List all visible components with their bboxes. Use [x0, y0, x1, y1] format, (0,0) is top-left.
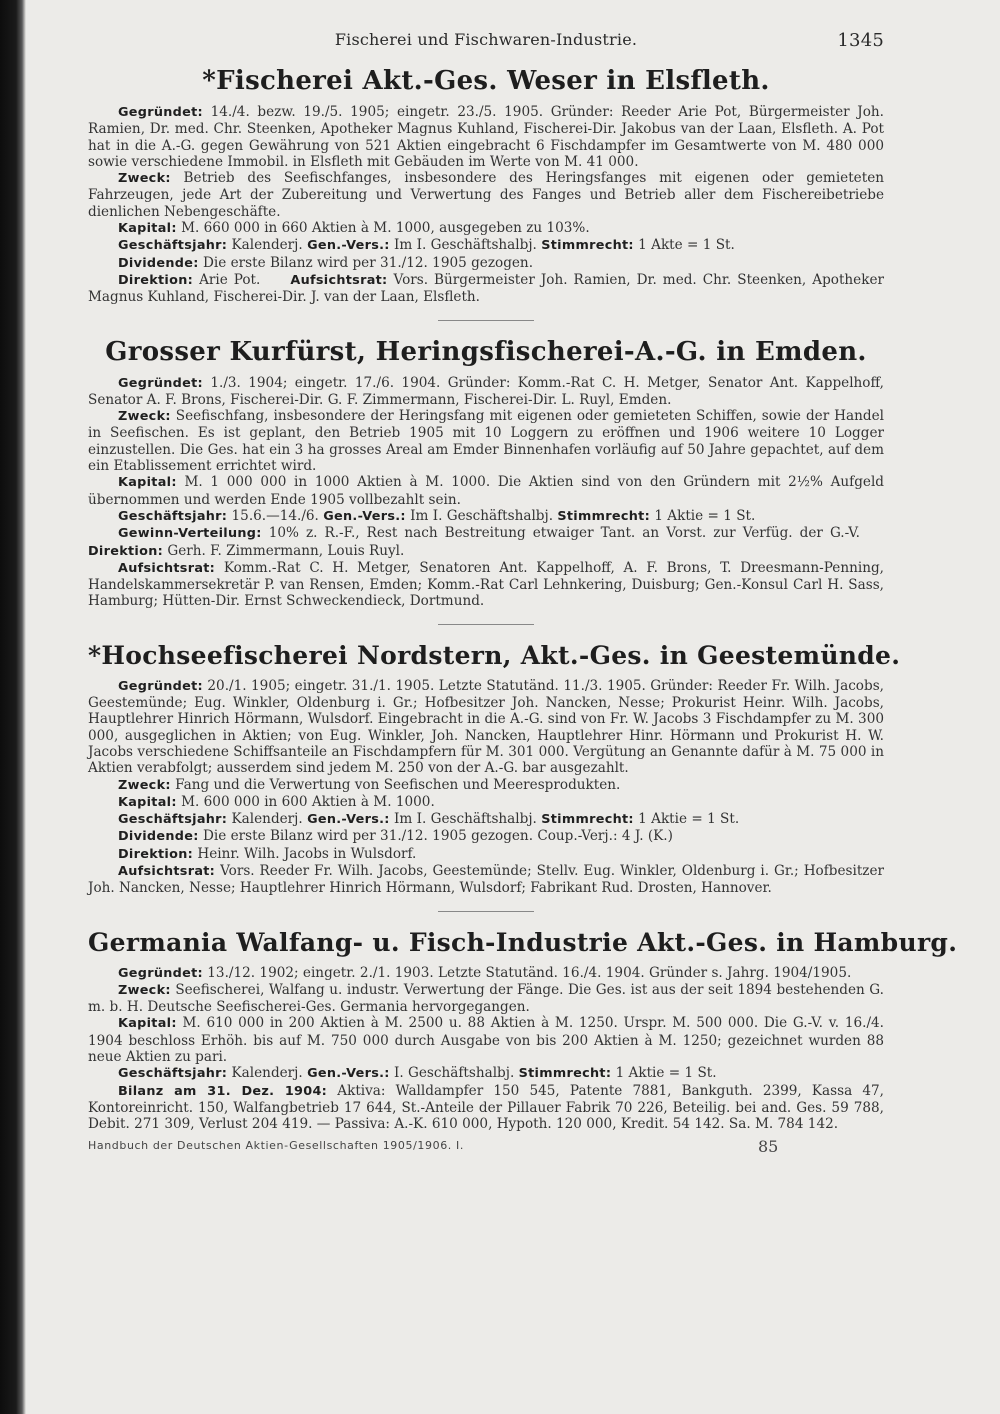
text-genvers: Im I. Geschäftshalbj. — [394, 811, 537, 828]
label-geschaeftsjahr: Geschäftsjahr: — [118, 1066, 228, 1082]
text-stimmrecht: 1 Aktie = 1 St. — [654, 507, 756, 524]
label-kapital: Kapital: — [118, 221, 177, 237]
text-direktion: Arie Pot. — [199, 271, 261, 288]
page-footer — [88, 1136, 884, 1161]
text-genvers: Im I. Geschäftshalbj. — [394, 237, 537, 254]
label-gegruendet: Gegründet: — [118, 965, 203, 981]
text-bilanz: Aktiva: Walldampfer 150 545, Patente 7881, Bankguth. 2399, Kassa 47, Kontoreinricht. 150, Walfangbetrieb 17 644, St.-Anteile der Pillauer Fabrik 70 226, Beteilig. bei and. Ges. 59 788, Debit. 271 309, Verlust 204 419. — Passiva: A.-K. 610 000, Hypoth. 120 000, Kredit. 54 142. Sa. M. 784 142. — [88, 1082, 884, 1133]
entry-body — [88, 965, 884, 1133]
label-aufsichtsrat: Aufsichtsrat: — [290, 272, 388, 288]
text-kapital: M. 600 000 in 600 Aktien à M. 1000. — [181, 793, 435, 810]
text-dividende: Die erste Bilanz wird per 31./12. 1905 gezogen. Coup.-Verj.: 4 J. (K.) — [202, 828, 673, 845]
text-stimmrecht: 1 Akte = 1 St. — [638, 237, 735, 254]
label-direktion: Direktion: — [118, 272, 194, 288]
label-direktion: Direktion: — [88, 543, 164, 559]
label-genvers: Gen.-Vers.: — [307, 238, 390, 254]
text-geschaeftsjahr: Kalenderj. — [231, 811, 303, 828]
text-aufsichtsrat: Komm.-Rat C. H. Metger, Senatoren Ant. Kappelhoff, A. F. Brons, T. Dreesmann-Penning, Handelskammersekretär P. van Rensen, Emden; Komm.-Rat Carl Lehnkering, Duisburg; Gen.-Konsul Carl H. Sass, Hamburg; Hütten-Dir. Ernst Schweckendieck, Dortmund. — [88, 559, 884, 610]
text-geschaeftsjahr: 15.6.—14./6. — [231, 507, 319, 524]
label-gegruendet: Gegründet: — [118, 375, 203, 391]
label-zweck: Zweck: — [118, 409, 171, 425]
text-stimmrecht: 1 Aktie = 1 St. — [638, 811, 740, 828]
text-aufsichtsrat: Vors. Bürgermeister Joh. Ramien, Dr. med. Chr. Steenken, Apotheker Magnus Kuhland, Fischerei-Dir. J. van der Laan, Elsfleth. — [88, 271, 884, 306]
label-gegruendet: Gegründet: — [118, 105, 203, 120]
label-kapital: Kapital: — [118, 1016, 177, 1032]
label-geschaeftsjahr: Geschäftsjahr: — [118, 812, 228, 828]
label-aufsichtsrat: Aufsichtsrat: — [118, 560, 216, 576]
page-number: 1345 — [837, 30, 884, 51]
label-dividende: Dividende: — [118, 255, 199, 271]
sheet-number: 85 — [758, 1136, 779, 1156]
footer-source: Handbuch der Deutschen Aktien-Gesellschaften 1905/1906. I. — [88, 1138, 464, 1152]
text-geschaeftsjahr: Kalenderj. — [231, 237, 303, 254]
text-gegruendet: 13./12. 1902; eingetr. 2./1. 1903. Letzte Statutänd. 16./4. 1904. Gründer s. Jahrg. 1904/1905. — [207, 964, 852, 981]
running-head — [88, 30, 884, 56]
section-divider — [438, 624, 534, 625]
text-direktion: Gerh. F. Zimmermann, Louis Ruyl. — [167, 542, 405, 559]
text-genvers: Im I. Geschäftshalbj. — [410, 507, 554, 524]
text-gegruendet: 1./3. 1904; eingetr. 17./6. 1904. Gründer: Komm.-Rat C. H. Metger, Senator Ant. Kappelhoff, Senator A. F. Brons, Fischerei-Dir. G. F. Zimmermann, Fischerei-Dir. L. Ruyl, Emden. — [88, 374, 884, 408]
section-divider — [438, 320, 534, 321]
text-kapital: M. 660 000 in 660 Aktien à M. 1000, ausgegeben zu 103%. — [181, 220, 590, 237]
entry-weser-elsfleth — [88, 66, 884, 306]
entry-nordstern-geestemuende — [88, 640, 901, 897]
label-stimmrecht: Stimmrecht: — [541, 812, 634, 828]
label-gegruendet: Gegründet: — [118, 678, 203, 694]
entry-title: Grosser Kurfürst, Heringsfischerei-A.-G. in Emden. — [105, 336, 867, 367]
label-bilanz: Bilanz am 31. Dez. 1904: — [118, 1083, 328, 1099]
text-zweck: Seefischerei, Walfang u. industr. Verwertung der Fänge. Die Ges. ist aus der seit 1894 bestehenden G. m. b. H. Deutsche Seefischerei-Ges. Germania hervorgegangen. — [88, 981, 884, 1016]
entry-title: *Hochseefischerei Nordstern, Akt.-Ges. in Geestemünde. — [88, 640, 901, 670]
label-gewinn-verteilung: Gewinn-Verteilung: — [118, 526, 262, 542]
text-zweck: Betrieb des Seefischfanges, insbesondere des Heringsfanges mit eigenen oder gemieteten Fahrzeugen, jede Art der Zubereitung und Verwertung des Fanges und Betrieb aller dem Fischereibetriebe dienlichen Nebengeschäfte. — [88, 170, 884, 220]
running-title: Fischerei und Fischwaren-Industrie. — [334, 30, 638, 49]
text-kapital: M. 610 000 in 200 Aktien à M. 2500 u. 88 Aktien à M. 1250. Urspr. M. 500 000. Die G.-V. v. 16./4. 1904 beschloss Erhöh. bis auf M. 750 000 durch Ausgabe von bis 200 Aktien à M. 1250; gezeichnet wurden 88 neue Aktien zu pari. — [88, 1015, 884, 1066]
text-aufsichtsrat: Vors. Reeder Fr. Wilh. Jacobs, Geestemünde; Stellv. Eug. Winkler, Oldenburg i. Gr.; Hofbesitzer Joh. Nancken, Nesse; Hauptlehrer Hinrich Hörmann, Wulsdorf; Fabrikant Rud. Drosten, Hannover. — [88, 862, 885, 897]
label-genvers: Gen.-Vers.: — [323, 508, 406, 524]
text-stimmrecht: 1 Aktie = 1 St. — [615, 1065, 717, 1082]
entry-body — [88, 375, 884, 610]
section-divider — [438, 911, 534, 912]
label-stimmrecht: Stimmrecht: — [557, 508, 650, 524]
text-zweck: Fang und die Verwertung von Seefischen und Meeresprodukten. — [175, 776, 621, 793]
label-zweck: Zweck: — [118, 777, 171, 793]
entry-body — [88, 678, 884, 897]
text-gegruendet: 20./1. 1905; eingetr. 31./1. 1905. Letzte Statutänd. 11./3. 1905. Gründer: Reeder Fr. Wilh. Jacobs, Geestemünde; Eug. Winkler, Oldenburg i. Gr.; Hofbesitzer Joh. Nancken, Nesse; Prokurist Heinr. Wilh. Jacobs, Hauptlehrer Hinrich Hörmann, Wulsdorf. Eingebracht in die A.-G. sind von Fr. W. Jacobs 3 Fischdampfer zu M. 300 000, ausgeglichen in Aktien; von Eug. Winkler, Joh. Nancken, Hauptlehrer Hinr. Hörmann und Prokurist H. W. Jacobs verschiedene Schiffsanteile an Fischdampfern für M. 301 000. Vergütung an Genannte dafür à M. 75 000 in Aktien verabfolgt; ausserdem sind jedem M. 250 von der A.-G. bar ausgezahlt. — [88, 677, 884, 777]
label-aufsichtsrat: Aufsichtsrat: — [118, 863, 216, 879]
entry-grosser-kurfuerst — [88, 337, 884, 610]
entry-germania-walfang — [88, 927, 958, 1133]
label-direktion: Direktion: — [118, 846, 194, 862]
text-direktion: Heinr. Wilh. Jacobs in Wulsdorf. — [197, 845, 417, 862]
label-stimmrecht: Stimmrecht: — [518, 1066, 612, 1082]
label-zweck: Zweck: — [118, 982, 171, 998]
label-genvers: Gen.-Vers.: — [307, 1066, 390, 1082]
text-gewinn-verteilung: 10% z. R.-F., Rest nach Bestreitung etwaiger Tant. an Vorst. zur Verfüg. der G.-V. — [268, 525, 860, 542]
text-zweck: Seefischfang, insbesondere der Heringsfang mit eigenen oder gemieteten Schiffen, sowie der Handel in Seefischen. Es ist geplant, den Betrieb 1905 mit 10 Loggern zu eröffnen und 1906 weitere 10 Logger einzustellen. Die Ges. hat ein 3 ha grosses Areal am Emder Binnenhafen vorläufig auf 50 Jahre gepachtet, auf dem ein Etablissement errichtet wird. — [88, 408, 884, 475]
label-kapital: Kapital: — [118, 794, 177, 810]
text-geschaeftsjahr: Kalenderj. — [231, 1065, 303, 1082]
label-geschaeftsjahr: Geschäftsjahr: — [118, 508, 228, 524]
text-genvers: I. Geschäftshalbj. — [394, 1065, 515, 1082]
label-dividende: Dividende: — [118, 829, 199, 845]
label-stimmrecht: Stimmrecht: — [541, 238, 634, 254]
scan-edge — [0, 0, 26, 1414]
entry-title: Germania Walfang- u. Fisch-Industrie Akt.-Ges. in Hamburg. — [88, 927, 958, 957]
text-gegruendet: 14./4. bezw. 19./5. 1905; eingetr. 23./5. 1905. Gründer: Reeder Arie Pot, Bürgermeister Joh. Ramien, Dr. med. Chr. Steenken, Apotheker Magnus Kuhland, Fischerei-Dir. Jakobus van der Laan, Elsfleth. A. Pot hat in die A.-G. gegen Gewährung von 521 Aktien eingebracht 6 Fischdampfer im Gesamtwerte von M. 480 000 sowie verschiedene Immobil. in Elsfleth mit Gebäuden im Werte von M. 41 000. — [88, 104, 884, 170]
text-kapital: M. 1 000 000 in 1000 Aktien à M. 1000. Die Aktien sind von den Gründern mit 2½% Aufgeld übernommen und werden Ende 1905 vollbezahlt sein. — [88, 474, 884, 508]
label-genvers: Gen.-Vers.: — [307, 812, 390, 828]
label-kapital: Kapital: — [118, 475, 177, 491]
text-dividende: Die erste Bilanz wird per 31./12. 1905 gezogen. — [202, 254, 534, 271]
entry-body — [88, 104, 884, 306]
label-zweck: Zweck: — [118, 171, 171, 187]
label-geschaeftsjahr: Geschäftsjahr: — [118, 238, 228, 254]
entry-title: *Fischerei Akt.-Ges. Weser in Elsfleth. — [202, 66, 770, 96]
document-page — [88, 30, 958, 1161]
